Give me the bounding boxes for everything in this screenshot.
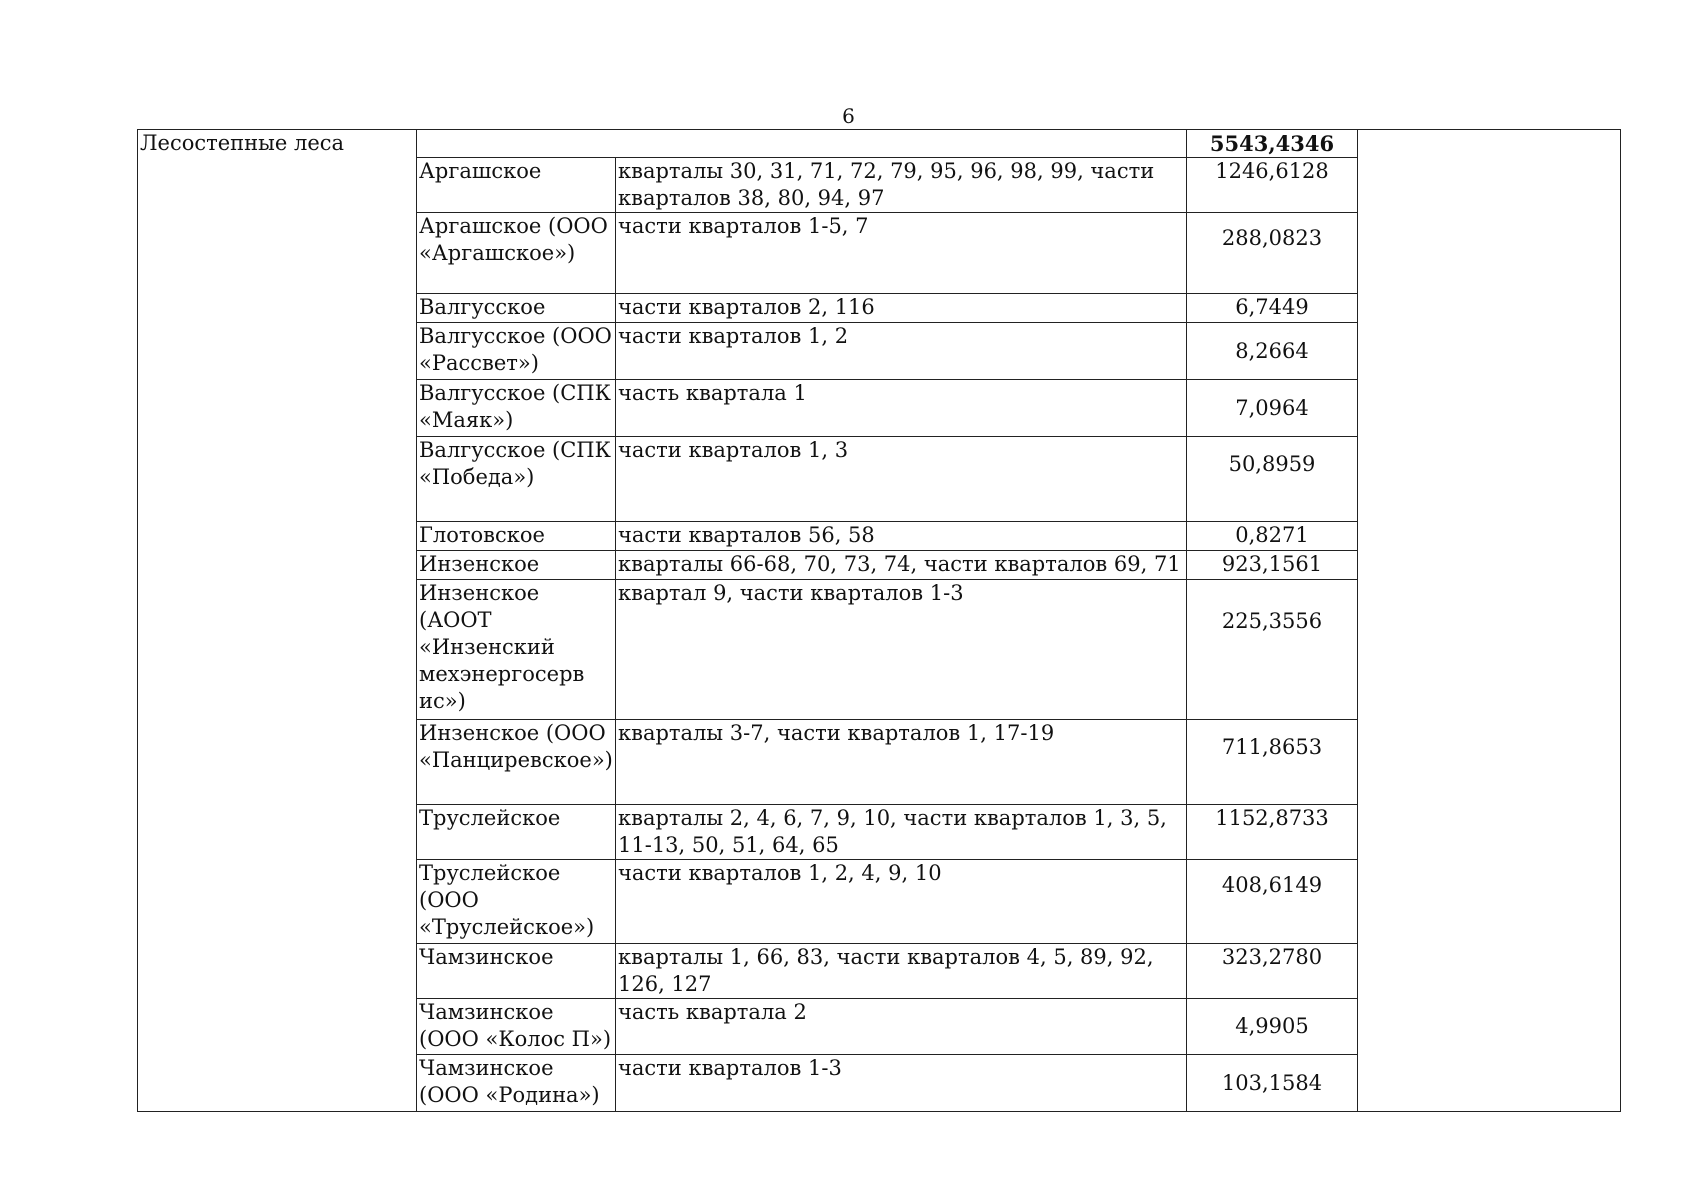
quarters-cell: кварталы 66-68, 70, 73, 74, части кварталов 69, 71 <box>616 551 1187 580</box>
quarters-cell: квартал 9, части кварталов 1-3 <box>616 580 1187 720</box>
forestry-cell: Чамзинское <box>417 944 616 999</box>
forestry-cell: Аргашское <box>417 158 616 213</box>
area-cell: 103,1584 <box>1187 1055 1358 1112</box>
area-cell: 225,3556 <box>1187 580 1358 720</box>
quarters-cell: часть квартала 1 <box>616 380 1187 437</box>
area-cell: 408,6149 <box>1187 860 1358 944</box>
forestry-cell: Валгусское <box>417 294 616 323</box>
forestry-cell: Валгусское (СПК «Победа») <box>417 437 616 522</box>
quarters-cell: части кварталов 1, 2 <box>616 323 1187 380</box>
forestry-cell: Чамзинское (ООО «Родина») <box>417 1055 616 1112</box>
notes-cell <box>1358 130 1621 1112</box>
forestry-cell: Глотовское <box>417 522 616 551</box>
area-cell: 4,9905 <box>1187 999 1358 1055</box>
forestry-cell: Валгусское (СПК «Маяк») <box>417 380 616 437</box>
quarters-cell: части кварталов 1-3 <box>616 1055 1187 1112</box>
forestry-cell: Инзенское <box>417 551 616 580</box>
area-cell: 6,7449 <box>1187 294 1358 323</box>
forestry-cell: Труслейское (ООО «Труслейское») <box>417 860 616 944</box>
area-cell: 0,8271 <box>1187 522 1358 551</box>
forestry-cell: Чамзинское (ООО «Колос П») <box>417 999 616 1055</box>
quarters-cell: часть квартала 2 <box>616 999 1187 1055</box>
forestry-cell: Валгусское (ООО «Рассвет») <box>417 323 616 380</box>
page-number: 6 <box>842 104 855 128</box>
area-cell: 50,8959 <box>1187 437 1358 522</box>
quarters-cell: кварталы 1, 66, 83, части кварталов 4, 5, 89, 92, 126, 127 <box>616 944 1187 999</box>
forestry-cell: Инзенское (ООО «Панциревское») <box>417 720 616 805</box>
forestry-cell: Труслейское <box>417 805 616 860</box>
area-cell: 1246,6128 <box>1187 158 1358 213</box>
forestry-cell: Инзенское (АООТ «Инзенский мехэнергосерв ис») <box>417 580 616 720</box>
quarters-cell: части кварталов 1-5, 7 <box>616 213 1187 294</box>
area-cell: 8,2664 <box>1187 323 1358 380</box>
total-value: 5543,4346 <box>1187 130 1358 158</box>
table-row-total <box>138 130 1621 158</box>
forest-table <box>137 129 1621 1112</box>
category-cell: Лесостепные леса <box>138 130 417 1112</box>
forestry-cell: Аргашское (ООО «Аргашское») <box>417 213 616 294</box>
quarters-cell: кварталы 30, 31, 71, 72, 79, 95, 96, 98, 99, части кварталов 38, 80, 94, 97 <box>616 158 1187 213</box>
quarters-cell: кварталы 3-7, части кварталов 1, 17-19 <box>616 720 1187 805</box>
quarters-cell: кварталы 2, 4, 6, 7, 9, 10, части кварталов 1, 3, 5, 11-13, 50, 51, 64, 65 <box>616 805 1187 860</box>
quarters-cell: части кварталов 2, 116 <box>616 294 1187 323</box>
quarters-cell: части кварталов 56, 58 <box>616 522 1187 551</box>
total-label-cell <box>417 130 1187 158</box>
area-cell: 923,1561 <box>1187 551 1358 580</box>
quarters-cell: части кварталов 1, 2, 4, 9, 10 <box>616 860 1187 944</box>
area-cell: 288,0823 <box>1187 213 1358 294</box>
area-cell: 711,8653 <box>1187 720 1358 805</box>
area-cell: 1152,8733 <box>1187 805 1358 860</box>
area-cell: 7,0964 <box>1187 380 1358 437</box>
quarters-cell: части кварталов 1, 3 <box>616 437 1187 522</box>
area-cell: 323,2780 <box>1187 944 1358 999</box>
